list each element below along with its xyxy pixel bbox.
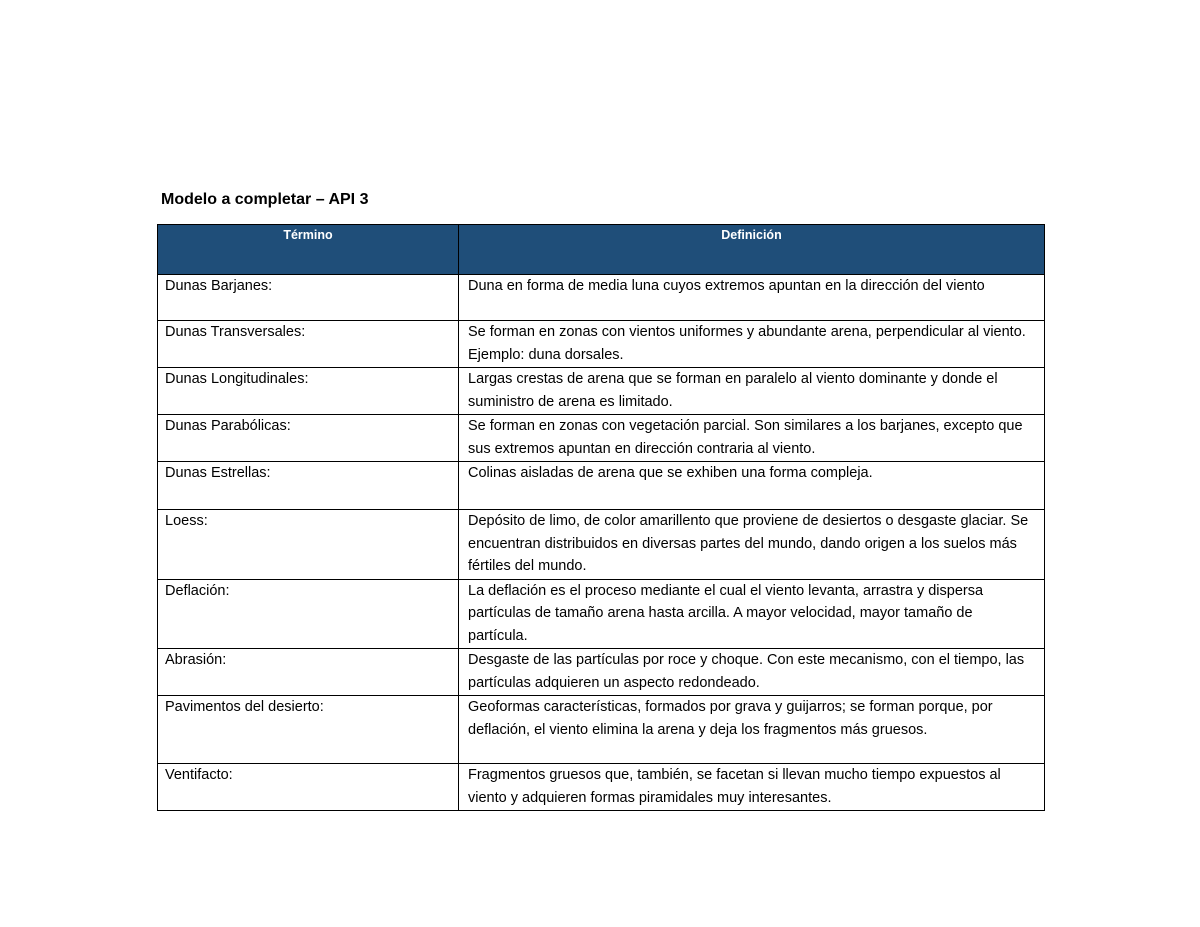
definition-cell: Fragmentos gruesos que, también, se facetan si llevan mucho tiempo expuestos al viento y adquieren formas piramidales muy interesantes.: [459, 764, 1045, 811]
term-cell: Dunas Barjanes:: [158, 275, 459, 321]
table-row: [158, 510, 1045, 580]
definition-cell: Desgaste de las partículas por roce y choque. Con este mecanismo, con el tiempo, las partículas adquieren un aspecto redondeado.: [459, 649, 1045, 696]
term-cell: Dunas Transversales:: [158, 321, 459, 368]
table-row: [158, 649, 1045, 696]
term-cell: Ventifacto:: [158, 764, 459, 811]
table-header-row: [158, 225, 1045, 275]
page-title: Modelo a completar – API 3: [161, 191, 369, 208]
table-row: [158, 579, 1045, 649]
definition-cell: Se forman en zonas con vegetación parcial. Son similares a los barjanes, excepto que sus extremos apuntan en dirección contraria al viento.: [459, 415, 1045, 462]
header-definition: Definición: [459, 225, 1045, 275]
definition-cell: Depósito de limo, de color amarillento que proviene de desiertos o desgaste glaciar. Se encuentran distribuidos en diversas partes del mundo, dando origen a los suelos más fértiles del mundo.: [459, 510, 1045, 580]
table-row: [158, 696, 1045, 764]
table-row: [158, 275, 1045, 321]
definition-cell: Colinas aisladas de arena que se exhiben una forma compleja.: [459, 462, 1045, 510]
term-cell: Pavimentos del desierto:: [158, 696, 459, 764]
table-row: [158, 321, 1045, 368]
term-cell: Abrasión:: [158, 649, 459, 696]
term-cell: Deflación:: [158, 579, 459, 649]
term-cell: Dunas Longitudinales:: [158, 368, 459, 415]
definition-cell: Duna en forma de media luna cuyos extremos apuntan en la dirección del viento: [459, 275, 1045, 321]
term-cell: Loess:: [158, 510, 459, 580]
table-row: [158, 368, 1045, 415]
terms-table: [157, 224, 1045, 811]
table-row: [158, 764, 1045, 811]
definition-cell: Se forman en zonas con vientos uniformes y abundante arena, perpendicular al viento. Ejemplo: duna dorsales.: [459, 321, 1045, 368]
header-term: Término: [158, 225, 459, 275]
definition-cell: La deflación es el proceso mediante el cual el viento levanta, arrastra y dispersa partículas de tamaño arena hasta arcilla. A mayor velocidad, mayor tamaño de partícula.: [459, 579, 1045, 649]
term-cell: Dunas Estrellas:: [158, 462, 459, 510]
definition-cell: Largas crestas de arena que se forman en paralelo al viento dominante y donde el suministro de arena es limitado.: [459, 368, 1045, 415]
term-cell: Dunas Parabólicas:: [158, 415, 459, 462]
definition-cell: Geoformas características, formados por grava y guijarros; se forman porque, por deflación, el viento elimina la arena y deja los fragmentos más gruesos.: [459, 696, 1045, 764]
table-row: [158, 462, 1045, 510]
table-row: [158, 415, 1045, 462]
